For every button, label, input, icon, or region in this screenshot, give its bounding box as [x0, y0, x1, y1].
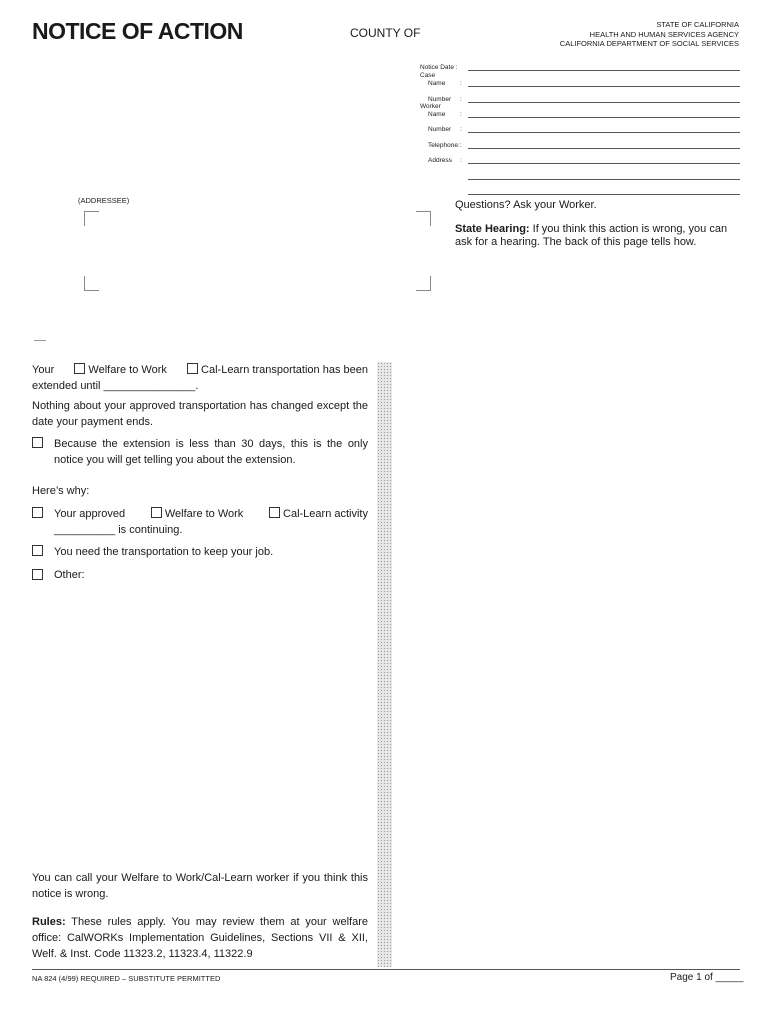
cal-learn-checkbox-1[interactable] [187, 363, 198, 374]
rules-label: Rules: [32, 916, 66, 928]
extended-until-text: extended until _______________. [32, 380, 199, 392]
case-name-colon: : [460, 80, 462, 87]
addressee-corner-tl [84, 211, 99, 226]
agency-line-hhs: HEALTH AND HUMAN SERVICES AGENCY [589, 29, 739, 39]
wtw-checkbox-1[interactable] [74, 363, 85, 374]
address-field-line-2[interactable] [468, 179, 740, 180]
case-number-colon: : [460, 96, 462, 103]
footer-rule [32, 969, 740, 970]
addressee-corner-bl [84, 276, 99, 291]
is-continuing-text: __________ is continuing. [54, 524, 183, 536]
agency-line-cdss: CALIFORNIA DEPARTMENT OF SOCIAL SERVICES [559, 39, 739, 48]
extension-notice-text: Because the extension is less than 30 days, this is the only notice you will get telling you about the extension. [54, 438, 368, 466]
your-approved-label: Your approved [54, 508, 126, 520]
case-label: Case [420, 72, 436, 79]
wtw-label-1: Welfare to Work [88, 364, 167, 376]
extension-paragraph [32, 362, 368, 394]
county-label: COUNTY OF [350, 26, 421, 40]
telephone-colon: : [460, 142, 462, 149]
your-label: Your [32, 364, 55, 376]
agency-line-state: STATE OF CALIFORNIA [656, 20, 739, 29]
column-divider-stripe [377, 362, 392, 967]
form-id: NA 824 (4/99) REQUIRED – SUBSTITUTE PERMITTED [32, 974, 221, 983]
cal-learn-activity-label: Cal-Learn activity [283, 508, 368, 520]
addressee-corner-br [416, 276, 431, 291]
nothing-changed-text: Nothing about your approved transportation has changed except the date your payment ends. [32, 400, 368, 428]
need-transport-checkbox[interactable] [32, 545, 43, 556]
worker-name-colon: : [460, 111, 462, 118]
address-field-line-1[interactable] [468, 163, 740, 164]
other-label: Other: [54, 569, 85, 581]
case-name-label: Name [428, 80, 446, 87]
approved-activity-paragraph [54, 506, 368, 538]
rules-text: These rules apply. You may review them at your welfare office: CalWORKs Implementation Guidelines, Sections VII & XII, Welf. & Inst. Code 11323.2, 11323.4, 11322.9 [32, 916, 369, 960]
extension-checkbox[interactable] [32, 437, 43, 448]
wtw-checkbox-2[interactable] [151, 507, 162, 518]
notice-date-label: Notice Date : [420, 64, 458, 71]
case-number-label: Number [428, 96, 452, 103]
state-hearing-block [455, 223, 743, 249]
agency-block [560, 20, 739, 49]
worker-name-label: Name [428, 111, 446, 118]
telephone-field[interactable] [468, 148, 740, 149]
state-hearing-label: State Hearing: [455, 223, 530, 235]
cal-learn-transport-label: Cal-Learn transportation has been [201, 364, 368, 376]
case-name-field[interactable] [468, 86, 740, 87]
address-colon: : [460, 157, 462, 164]
state-hearing-text: If you think this action is wrong, you can ask for a hearing. The back of this page tells how. [455, 223, 728, 248]
addressee-corner-tr [416, 211, 431, 226]
questions-text: Questions? Ask your Worker. [455, 199, 597, 211]
telephone-label: Telephone: [428, 142, 460, 149]
call-worker-text: You can call your Welfare to Work/Cal-Learn worker if you think this notice is wrong. [32, 872, 368, 900]
cal-learn-checkbox-2[interactable] [269, 507, 280, 518]
wtw-label-2: Welfare to Work [164, 508, 244, 520]
worker-number-field[interactable] [468, 132, 740, 133]
worker-label: Worker [420, 103, 441, 110]
worker-name-field[interactable] [468, 117, 740, 118]
notice-date-field[interactable] [468, 70, 740, 71]
other-checkbox[interactable] [32, 569, 43, 580]
fold-mark [34, 340, 46, 341]
page-title: NOTICE OF ACTION [32, 18, 243, 44]
address-field-line-3[interactable] [468, 194, 740, 195]
address-label: Address [428, 157, 452, 164]
need-transport-text: You need the transportation to keep your job. [54, 546, 274, 558]
worker-number-colon: : [460, 126, 462, 133]
page-number: Page 1 of _____ [670, 972, 744, 983]
approved-activity-checkbox[interactable] [32, 507, 43, 518]
rules-paragraph [32, 914, 368, 962]
worker-number-label: Number [428, 126, 452, 133]
case-number-field[interactable] [468, 102, 740, 103]
heres-why-text: Here’s why: [32, 485, 90, 497]
addressee-label: (ADDRESSEE) [78, 196, 130, 205]
